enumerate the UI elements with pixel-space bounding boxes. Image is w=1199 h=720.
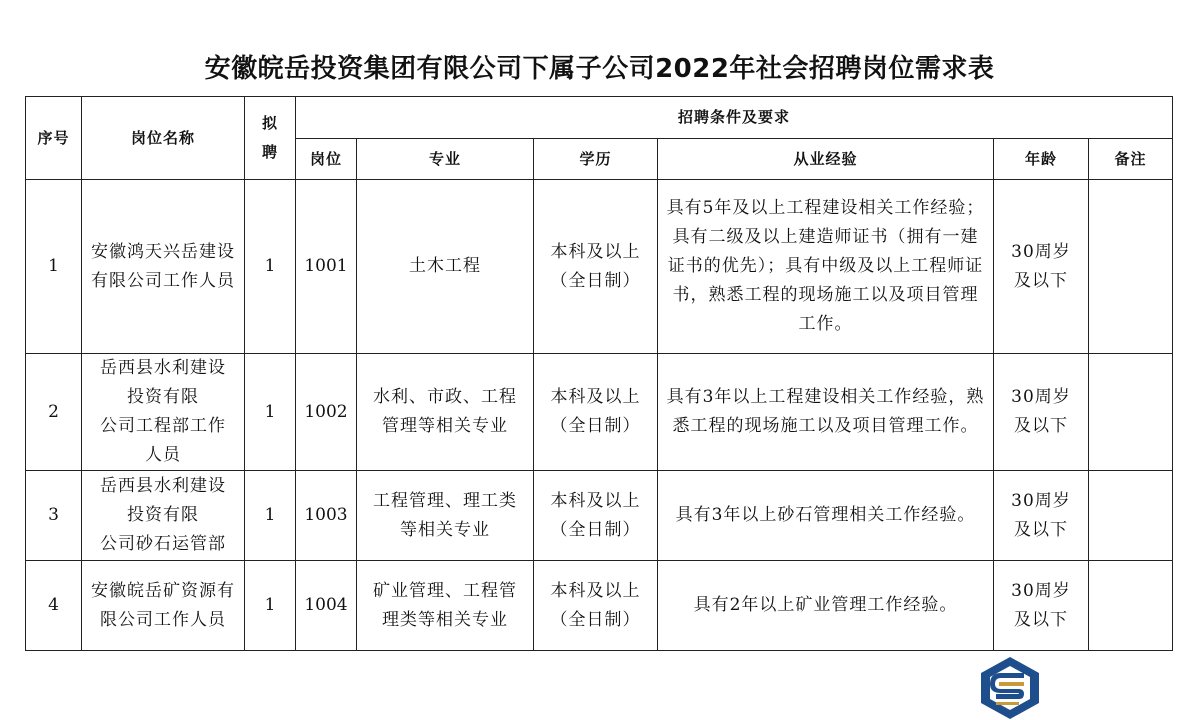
cell-age-line1: 30周岁	[1011, 387, 1071, 407]
header-experience: 从业经验	[658, 139, 994, 180]
cell-education-line2: （全日制）	[550, 416, 641, 436]
cell-remarks	[1089, 471, 1173, 561]
cell-education-line2: （全日制）	[550, 609, 641, 630]
header-planned-line1: 拟	[261, 114, 278, 132]
header-post-code: 岗位	[296, 139, 357, 180]
cell-experience: 具有3年以上工程建设相关工作经验，熟悉工程的现场施工以及项目管理工作。	[658, 354, 994, 471]
header-age: 年龄	[994, 139, 1089, 180]
cell-education	[534, 471, 658, 561]
cell-planned: 1	[245, 354, 296, 471]
cell-post-code: 1003	[296, 471, 357, 561]
cell-remarks	[1089, 354, 1173, 471]
cell-planned: 1	[245, 471, 296, 561]
cell-major: 土木工程	[357, 180, 534, 354]
header-remarks: 备注	[1089, 139, 1173, 180]
cell-education	[534, 561, 658, 651]
cell-major: 矿业管理、工程管理类等相关专业	[357, 561, 534, 651]
cell-age-line2: 及以下	[1014, 416, 1068, 436]
header-education: 学历	[534, 139, 658, 180]
cell-seq: 2	[26, 354, 82, 471]
cell-seq: 4	[26, 561, 82, 651]
cell-post-name-line2: 投资有限	[127, 505, 199, 525]
cell-post-name	[82, 354, 245, 471]
cell-education-line1: 本科及以上	[550, 387, 641, 407]
cell-education	[534, 180, 658, 354]
cell-education-line2: （全日制）	[550, 519, 641, 540]
cell-planned: 1	[245, 180, 296, 354]
header-requirements: 招聘条件及要求	[296, 97, 1173, 139]
table-row	[26, 180, 1173, 354]
header-major: 专业	[357, 139, 534, 180]
cell-education-line1: 本科及以上	[550, 580, 641, 601]
cell-age	[994, 561, 1089, 651]
table-row	[26, 354, 1173, 471]
cell-post-name: 安徽皖岳矿资源有限公司工作人员	[82, 561, 245, 651]
cell-post-code: 1004	[296, 561, 357, 651]
cell-education-line1: 本科及以上	[550, 241, 641, 262]
header-post-name: 岗位名称	[82, 97, 245, 180]
cell-age-line2: 及以下	[1014, 519, 1068, 540]
cell-seq: 3	[26, 471, 82, 561]
cell-education	[534, 354, 658, 471]
cell-post-name-line3: 公司砂石运管部	[100, 534, 226, 554]
company-logo-icon	[977, 656, 1043, 720]
cell-age-line1: 30周岁	[1011, 580, 1071, 601]
cell-post-name-line3: 公司工程部工作	[100, 416, 226, 436]
cell-post-name-line4: 人员	[145, 445, 181, 465]
cell-post-name: 安徽鸿天兴岳建设有限公司工作人员	[82, 180, 245, 354]
cell-age-line1: 30周岁	[1011, 490, 1071, 511]
cell-age	[994, 180, 1089, 354]
cell-age	[994, 471, 1089, 561]
table-row	[26, 561, 1173, 651]
header-row-1	[26, 97, 1173, 139]
cell-education-line1: 本科及以上	[550, 490, 641, 511]
cell-planned: 1	[245, 561, 296, 651]
cell-experience: 具有2年以上矿业管理工作经验。	[658, 561, 994, 651]
cell-remarks	[1089, 561, 1173, 651]
cell-major: 水利、市政、工程管理等相关专业	[357, 354, 534, 471]
header-seq: 序号	[26, 97, 82, 180]
cell-education-line2: （全日制）	[550, 270, 641, 291]
cell-major: 工程管理、理工类等相关专业	[357, 471, 534, 561]
cell-post-code: 1002	[296, 354, 357, 471]
cell-experience: 具有5年及以上工程建设相关工作经验；具有二级及以上建造师证书（拥有一建证书的优先）；具有中级及以上工程师证书，熟悉工程的现场施工以及项目管理工作。	[658, 180, 994, 354]
cell-post-name-line2: 投资有限	[127, 387, 199, 407]
recruitment-table	[25, 96, 1173, 651]
cell-post-code: 1001	[296, 180, 357, 354]
cell-remarks	[1089, 180, 1173, 354]
header-planned	[245, 97, 296, 180]
cell-age-line2: 及以下	[1014, 609, 1068, 630]
cell-post-name	[82, 471, 245, 561]
cell-post-name-line1: 岳西县水利建设	[100, 476, 226, 496]
cell-age-line2: 及以下	[1014, 270, 1068, 291]
cell-age-line1: 30周岁	[1011, 241, 1071, 262]
table-row	[26, 471, 1173, 561]
cell-post-name-line1: 岳西县水利建设	[100, 358, 226, 378]
cell-age	[994, 354, 1089, 471]
header-planned-line2: 聘	[261, 143, 278, 161]
cell-seq: 1	[26, 180, 82, 354]
page-title: 安徽皖岳投资集团有限公司下属子公司2022年社会招聘岗位需求表	[204, 54, 995, 84]
cell-experience: 具有3年以上砂石管理相关工作经验。	[658, 471, 994, 561]
